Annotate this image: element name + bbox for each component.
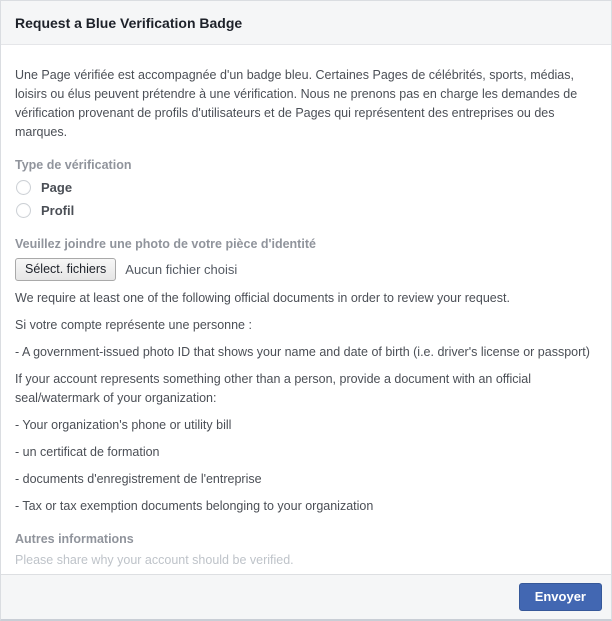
radio-icon[interactable] bbox=[16, 180, 31, 195]
other-info-label: Autres informations bbox=[15, 532, 134, 546]
dialog-footer bbox=[1, 574, 611, 619]
radio-option-profil[interactable] bbox=[15, 200, 597, 221]
dialog-header bbox=[1, 1, 611, 45]
select-files-button[interactable]: Sélect. fichiers bbox=[15, 258, 116, 281]
verification-type-label: Type de vérification bbox=[15, 158, 132, 172]
requirement-text: If your account represents something other than a person, provide a document with an official seal/watermark of your organization: bbox=[15, 372, 532, 405]
radio-option-profil-label: Profil bbox=[41, 203, 75, 218]
intro-text: Une Page vérifiée est accompagnée d'un badge bleu. Certaines Pages de célébrités, sports, médias, loisirs ou élus peuvent prétendre à une vérification. Nous ne prenons pas en charge les demandes de vérification provenant de profils d'utilisateurs et de Pages qui représentent des entreprises ou des marques. bbox=[15, 68, 578, 139]
requirement-text: - Your organization's phone or utility bill bbox=[15, 418, 232, 432]
radio-option-page-label: Page bbox=[41, 180, 73, 195]
file-upload-row bbox=[15, 258, 597, 281]
radio-option-page[interactable] bbox=[15, 177, 597, 198]
file-status-text: Aucun fichier choisi bbox=[125, 262, 238, 277]
requirement-text: - A government-issued photo ID that shows your name and date of birth (i.e. driver's license or passport) bbox=[15, 345, 590, 359]
requirement-text: - documents d'enregistrement de l'entreprise bbox=[15, 472, 262, 486]
dialog-title: Request a Blue Verification Badge bbox=[15, 15, 243, 31]
radio-icon[interactable] bbox=[16, 203, 31, 218]
submit-button[interactable]: Envoyer bbox=[519, 583, 602, 611]
dialog-body bbox=[1, 45, 611, 574]
requirement-text: Si votre compte représente une personne : bbox=[15, 318, 252, 332]
id-photo-label: Veuillez joindre une photo de votre pièce d'identité bbox=[15, 237, 316, 251]
requirement-text: - un certificat de formation bbox=[15, 445, 160, 459]
other-info-hint: Please share why your account should be verified. bbox=[15, 553, 294, 567]
requirement-text: We require at least one of the following official documents in order to review your request. bbox=[15, 291, 510, 305]
requirement-text: - Tax or tax exemption documents belonging to your organization bbox=[15, 499, 374, 513]
